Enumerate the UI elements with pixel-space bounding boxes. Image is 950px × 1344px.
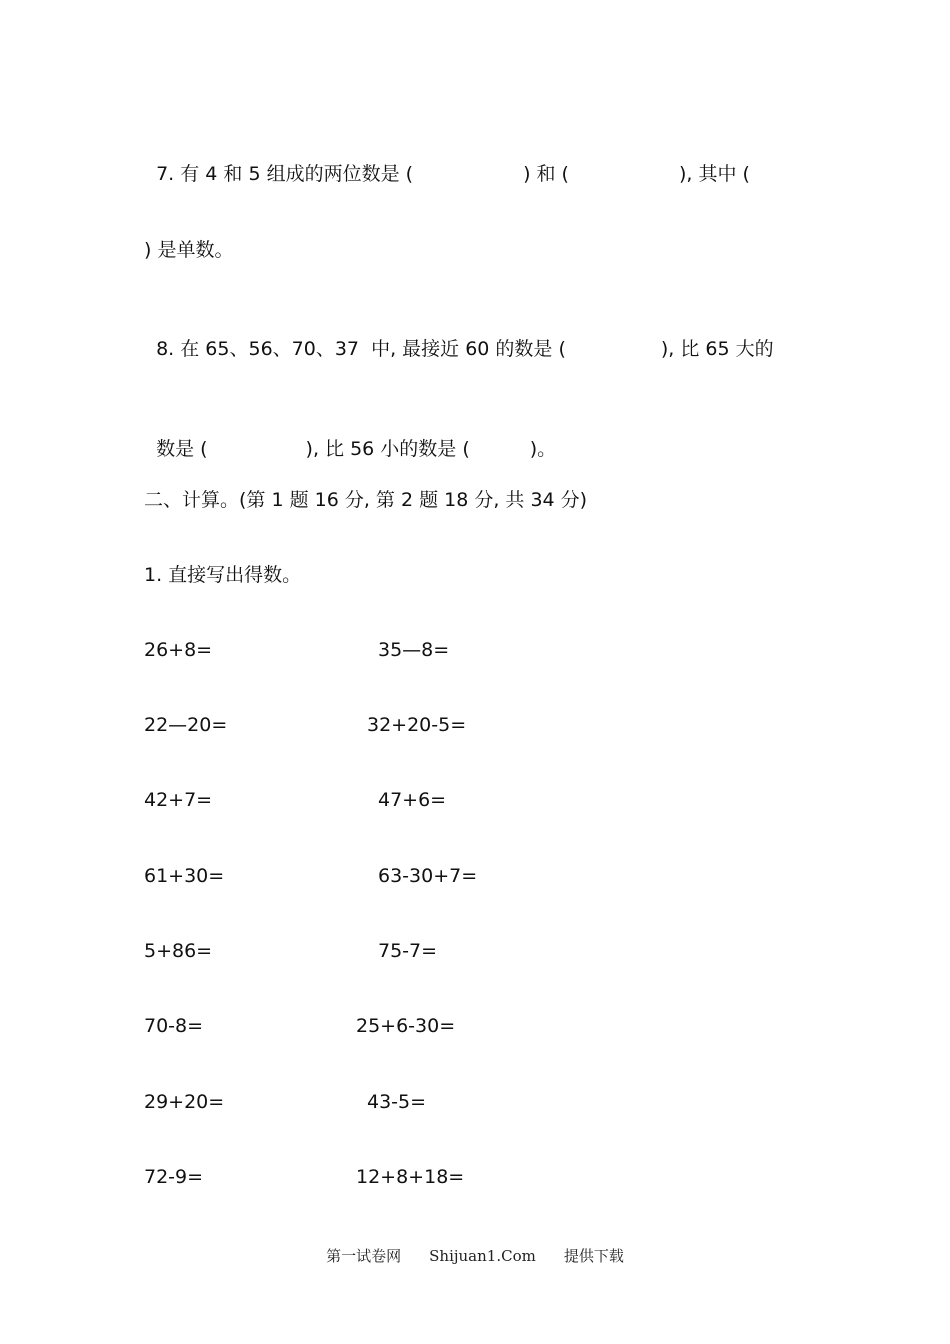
question-7-line-2: ) 是单数。 (144, 239, 234, 261)
calc-left-5: 5+86= (144, 940, 213, 962)
question-7-line-1 (144, 138, 750, 186)
calc-right-8: 12+8+18= (356, 1166, 465, 1188)
calc-right-2: 32+20-5= (367, 714, 467, 736)
q7-text-1: 7. 有 4 和 5 组成的两位数是 ( (156, 163, 414, 185)
q8-text-1: 8. 在 65、56、70、37 中, 最接近 60 的数是 ( (156, 338, 566, 360)
calc-right-6: 25+6-30= (356, 1015, 456, 1037)
calc-left-1: 26+8= (144, 639, 213, 661)
calc-right-5: 75-7= (378, 940, 438, 962)
calc-right-7: 43-5= (367, 1091, 427, 1113)
q8-text-4: ), 比 56 小的数是 ( (305, 438, 470, 460)
calc-right-1: 35—8= (378, 639, 450, 661)
footer-site-url: Shijuan1.Com (429, 1247, 536, 1265)
calc-left-3: 42+7= (144, 789, 213, 811)
calc-right-3: 47+6= (378, 789, 447, 811)
q8-text-3: 数是 ( (156, 438, 208, 460)
calc-left-8: 72-9= (144, 1166, 204, 1188)
page-footer (0, 1245, 950, 1266)
q7-text-2: ) 和 ( (523, 163, 569, 185)
section-2-heading: 二、计算。(第 1 题 16 分, 第 2 题 18 分, 共 34 分) (144, 489, 588, 511)
calc-left-4: 61+30= (144, 865, 225, 887)
question-8-line-1 (144, 313, 774, 361)
question-8-line-2 (144, 413, 556, 461)
q8-text-2: ), 比 65 大的 (660, 338, 774, 360)
footer-provide-text: 提供下载 (563, 1247, 624, 1265)
calc-left-7: 29+20= (144, 1091, 225, 1113)
q8-text-5: )。 (529, 438, 557, 460)
footer-site-name: 第一试卷网 (326, 1247, 402, 1265)
calc-left-2: 22—20= (144, 714, 228, 736)
calc-left-6: 70-8= (144, 1015, 204, 1037)
calc-right-4: 63-30+7= (378, 865, 478, 887)
q7-text-3: ), 其中 ( (678, 163, 750, 185)
section-2-subquestion-1: 1. 直接写出得数。 (144, 564, 302, 586)
